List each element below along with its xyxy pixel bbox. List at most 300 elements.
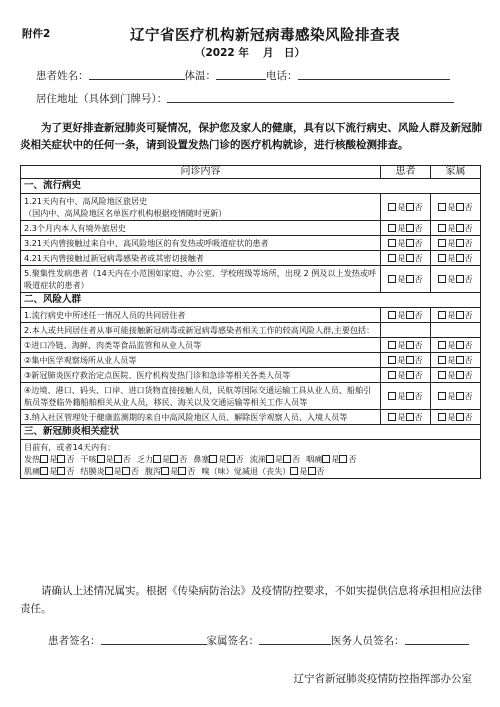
checkbox-label: 否 bbox=[464, 253, 473, 263]
yes-option[interactable] bbox=[388, 238, 405, 248]
family-answer-cell bbox=[431, 410, 481, 425]
address-field[interactable] bbox=[167, 91, 454, 103]
phone-field[interactable] bbox=[298, 68, 450, 80]
checkbox-label: 是 bbox=[218, 454, 227, 464]
checkbox[interactable] bbox=[388, 356, 396, 364]
family-answer-cell bbox=[431, 251, 481, 266]
family-answer-cell bbox=[431, 308, 481, 323]
checkbox[interactable] bbox=[456, 392, 464, 400]
no-option[interactable] bbox=[406, 391, 423, 401]
staff-signature-label: 医务人员签名： bbox=[331, 635, 405, 647]
checkbox-label: 是 bbox=[105, 454, 114, 464]
checkbox-label: 否 bbox=[316, 466, 325, 476]
checkbox-label: 否 bbox=[187, 466, 196, 476]
checkbox[interactable] bbox=[105, 467, 113, 475]
question-cell bbox=[21, 236, 381, 251]
symptom-name: 流涕 bbox=[249, 454, 266, 464]
table-row bbox=[21, 323, 481, 338]
symptom-option bbox=[24, 453, 74, 465]
question-text: 5.聚集性发病患者（14天内在小范围如家庭、办公室、学校班级等场所，出现 2 例及以上发热或呼吸道症状的患者） bbox=[24, 268, 377, 290]
table-row bbox=[21, 353, 481, 368]
no-option[interactable] bbox=[339, 454, 356, 464]
patient-answer-cell bbox=[381, 308, 431, 323]
checkbox-label: 否 bbox=[464, 202, 473, 212]
patient-answer-cell bbox=[381, 383, 431, 410]
checkbox-label: 是 bbox=[397, 355, 406, 365]
symptom-name: 干咳 bbox=[80, 454, 97, 464]
checkbox[interactable] bbox=[388, 371, 396, 379]
checkbox-label: 否 bbox=[464, 340, 473, 350]
checkbox-label: 否 bbox=[414, 253, 423, 263]
yes-option[interactable] bbox=[388, 310, 405, 320]
checkbox[interactable] bbox=[406, 341, 414, 349]
no-option[interactable] bbox=[406, 238, 423, 248]
checkbox-label: 是 bbox=[162, 454, 171, 464]
family-answer-cell bbox=[431, 368, 481, 383]
checkbox-label: 否 bbox=[464, 412, 473, 422]
symptom-option bbox=[137, 453, 187, 465]
yes-option[interactable] bbox=[438, 391, 455, 401]
yes-option[interactable] bbox=[438, 202, 455, 212]
checkbox[interactable] bbox=[406, 371, 414, 379]
checkbox[interactable] bbox=[456, 311, 464, 319]
checkbox-label: 否 bbox=[66, 466, 75, 476]
no-option[interactable] bbox=[456, 274, 473, 284]
yes-option[interactable] bbox=[438, 370, 455, 380]
checkbox[interactable] bbox=[456, 413, 464, 421]
symptom-option bbox=[250, 453, 300, 465]
yes-option[interactable] bbox=[438, 310, 455, 320]
family-answer-cell bbox=[431, 194, 481, 221]
symptom-option bbox=[145, 465, 195, 477]
patient-answer-cell bbox=[381, 221, 431, 236]
no-option[interactable] bbox=[283, 454, 300, 464]
patient-name-label: 患者姓名： bbox=[36, 70, 89, 82]
no-option[interactable] bbox=[406, 274, 423, 284]
checkbox[interactable] bbox=[406, 224, 414, 232]
symptom-name: 发热 bbox=[24, 454, 41, 464]
checkbox-label: 否 bbox=[235, 454, 244, 464]
no-option[interactable] bbox=[406, 310, 423, 320]
symptom-name: 结膜炎 bbox=[80, 466, 105, 476]
table-header-row bbox=[21, 166, 481, 179]
table-row bbox=[21, 308, 481, 323]
question-note: （国内中、高风险地区名单医疗机构根据疫情随时更新） bbox=[24, 208, 227, 218]
no-option[interactable] bbox=[406, 340, 423, 350]
checkbox[interactable] bbox=[266, 455, 274, 463]
yes-option[interactable] bbox=[322, 454, 339, 464]
patient-answer-cell bbox=[381, 194, 431, 221]
checkbox-label: 是 bbox=[397, 274, 406, 284]
symptom-name: 嗅（味）觉减退（丧失） bbox=[201, 466, 291, 476]
no-option[interactable] bbox=[308, 466, 325, 476]
checkbox[interactable] bbox=[57, 455, 65, 463]
checkbox-label: 否 bbox=[464, 355, 473, 365]
no-option[interactable] bbox=[406, 355, 423, 365]
checkbox-label: 否 bbox=[414, 223, 423, 233]
checkbox[interactable] bbox=[406, 311, 414, 319]
symptom-intro: 目前有，或者14天内有： bbox=[24, 442, 116, 452]
symptom-name: 咽痛 bbox=[306, 454, 323, 464]
family-signature-label: 家属签名： bbox=[206, 635, 259, 647]
checkbox[interactable] bbox=[388, 341, 396, 349]
checkbox[interactable] bbox=[388, 311, 396, 319]
yes-option[interactable] bbox=[209, 454, 226, 464]
history-items bbox=[21, 194, 481, 293]
yes-option[interactable] bbox=[161, 466, 178, 476]
checkbox[interactable] bbox=[114, 455, 122, 463]
checkbox-label: 是 bbox=[447, 274, 456, 284]
patient-answer-cell bbox=[381, 410, 431, 425]
checkbox-label: 否 bbox=[414, 310, 423, 320]
form-date: （2022 年 月 日） bbox=[194, 47, 306, 59]
no-option[interactable] bbox=[406, 202, 423, 212]
checkbox[interactable] bbox=[40, 467, 48, 475]
yes-option[interactable] bbox=[438, 238, 455, 248]
checkbox[interactable] bbox=[406, 392, 414, 400]
checkbox[interactable] bbox=[438, 275, 446, 283]
no-option[interactable] bbox=[227, 454, 244, 464]
section-row bbox=[21, 293, 481, 308]
yes-option[interactable] bbox=[388, 223, 405, 233]
checkbox[interactable] bbox=[170, 455, 178, 463]
no-option[interactable] bbox=[456, 238, 473, 248]
table-row bbox=[21, 410, 481, 425]
yes-option[interactable] bbox=[438, 253, 455, 263]
checkbox-label: 否 bbox=[414, 202, 423, 212]
section-title-history: 一、流行病史 bbox=[21, 179, 481, 194]
question-cell bbox=[21, 323, 381, 338]
checkbox-label: 是 bbox=[447, 238, 456, 248]
checkbox-label: 是 bbox=[447, 202, 456, 212]
patient-answer-cell bbox=[381, 251, 431, 266]
checkbox[interactable] bbox=[388, 392, 396, 400]
checkbox[interactable] bbox=[283, 455, 291, 463]
patient-answer-cell bbox=[381, 236, 431, 251]
symptom-name: 腹泻 bbox=[144, 466, 162, 476]
family-answer-cell bbox=[431, 338, 481, 353]
question-text: 3.纳入社区管理处于健康监测期的来自中高风险地区人员、解除医学观察人员、入境人员等 bbox=[24, 412, 348, 422]
question-text: 2.本人或共同居住者从事可能接触新冠病毒或新冠病毒感染者相关工作的较高风险人群,主要包括： bbox=[24, 325, 375, 335]
symptom-option bbox=[201, 465, 324, 477]
checkbox[interactable] bbox=[406, 254, 414, 262]
checkbox-label: 是 bbox=[113, 466, 122, 476]
checkbox-label: 否 bbox=[66, 454, 75, 464]
no-option[interactable] bbox=[456, 355, 473, 365]
checkbox[interactable] bbox=[153, 455, 161, 463]
question-cell bbox=[21, 383, 381, 410]
checkbox[interactable] bbox=[438, 224, 446, 232]
confirmation-statement: 请确认上述情况属实。根据《传染病防治法》及疫情防控要求，不如实提供信息将承担相应法律责任。 bbox=[20, 585, 482, 615]
checkbox[interactable] bbox=[438, 341, 446, 349]
section-row bbox=[21, 425, 481, 440]
issuing-office: 辽宁省新冠肺炎疫情防控指挥部办公室 bbox=[293, 673, 472, 685]
checkbox[interactable] bbox=[388, 275, 396, 283]
family-answer-cell bbox=[431, 221, 481, 236]
patient-signature-field[interactable] bbox=[101, 633, 207, 645]
checkbox[interactable] bbox=[339, 455, 347, 463]
question-text: ④边境、港口、码头、口岸、进口货物直接接触人员，民航等国际交通运输工具从业人员、船舶引航员等登临外籍船舶相关从业人员，移民、海关以及交通运输等相关工作人员等 bbox=[24, 385, 372, 407]
table-row bbox=[21, 236, 481, 251]
yes-option[interactable] bbox=[40, 454, 57, 464]
yes-option[interactable] bbox=[438, 223, 455, 233]
checkbox-label: 否 bbox=[464, 370, 473, 380]
table-row bbox=[21, 383, 481, 410]
checkbox-label: 是 bbox=[447, 412, 456, 422]
checkbox-label: 是 bbox=[299, 466, 308, 476]
question-text: 2.3个月内本人有境外旅居史 bbox=[24, 223, 126, 233]
checkbox[interactable] bbox=[438, 311, 446, 319]
symptom-option bbox=[80, 465, 139, 477]
no-option[interactable] bbox=[456, 370, 473, 380]
yes-option[interactable] bbox=[438, 274, 455, 284]
table-row bbox=[21, 221, 481, 236]
checkbox[interactable] bbox=[438, 356, 446, 364]
question-text: 1.流行病史中所述任一情况人员的共同居住者 bbox=[24, 310, 186, 320]
question-cell bbox=[21, 338, 381, 353]
symptom-option bbox=[80, 453, 130, 465]
symptom-line-2 bbox=[24, 465, 477, 477]
question-text: 4.21天内曾接触过新冠病毒感染者或其密切接触者 bbox=[24, 253, 204, 263]
checkbox[interactable] bbox=[406, 356, 414, 364]
patient-answer-cell bbox=[381, 353, 431, 368]
checkbox-label: 是 bbox=[447, 310, 456, 320]
no-option[interactable] bbox=[456, 253, 473, 263]
no-option[interactable] bbox=[456, 202, 473, 212]
checkbox[interactable] bbox=[456, 203, 464, 211]
yes-option[interactable] bbox=[290, 466, 307, 476]
checkbox-label: 是 bbox=[397, 370, 406, 380]
yes-option[interactable] bbox=[266, 454, 283, 464]
checkbox[interactable] bbox=[438, 371, 446, 379]
checkbox[interactable] bbox=[122, 467, 130, 475]
checkbox[interactable] bbox=[57, 467, 65, 475]
no-option[interactable] bbox=[406, 223, 423, 233]
patient-answer-cell bbox=[381, 338, 431, 353]
signature-row bbox=[48, 633, 469, 648]
checkbox[interactable] bbox=[388, 224, 396, 232]
no-option[interactable] bbox=[122, 466, 139, 476]
address-row bbox=[36, 91, 454, 106]
checkbox-label: 否 bbox=[414, 340, 423, 350]
question-cell bbox=[21, 353, 381, 368]
checkbox-label: 否 bbox=[414, 412, 423, 422]
patient-answer-cell bbox=[381, 368, 431, 383]
checkbox-label: 否 bbox=[414, 370, 423, 380]
checkbox[interactable] bbox=[456, 224, 464, 232]
no-option[interactable] bbox=[456, 223, 473, 233]
checkbox-label: 是 bbox=[447, 391, 456, 401]
symptoms-row bbox=[21, 440, 481, 479]
checkbox[interactable] bbox=[406, 413, 414, 421]
temperature-field[interactable] bbox=[216, 68, 266, 80]
attachment-label: 附件2 bbox=[22, 28, 51, 40]
checkbox-label: 是 bbox=[397, 412, 406, 422]
checkbox-label: 否 bbox=[348, 454, 357, 464]
checkbox[interactable] bbox=[40, 455, 48, 463]
no-option[interactable] bbox=[456, 412, 473, 422]
table-row bbox=[21, 251, 481, 266]
family-signature-field[interactable] bbox=[259, 633, 331, 645]
yes-option[interactable] bbox=[388, 340, 405, 350]
patient-answer-cell bbox=[381, 323, 431, 338]
question-text: ①进口冷链、海鲜、肉类等食品监管和从业人员等 bbox=[24, 340, 202, 350]
checkbox-label: 否 bbox=[179, 454, 188, 464]
question-cell bbox=[21, 251, 381, 266]
no-option[interactable] bbox=[406, 412, 423, 422]
checkbox[interactable] bbox=[227, 455, 235, 463]
question-cell bbox=[21, 308, 381, 323]
checkbox-label: 是 bbox=[397, 340, 406, 350]
question-text: ②集中医学观察场所从业人员等 bbox=[24, 355, 137, 365]
section-row bbox=[21, 179, 481, 194]
checkbox[interactable] bbox=[322, 455, 330, 463]
yes-option[interactable] bbox=[388, 412, 405, 422]
checkbox[interactable] bbox=[438, 203, 446, 211]
no-option[interactable] bbox=[178, 466, 195, 476]
yes-option[interactable] bbox=[97, 454, 114, 464]
no-option[interactable] bbox=[456, 340, 473, 350]
form-title: 辽宁省医疗机构新冠病毒感染风险排查表 bbox=[130, 28, 400, 44]
yes-option[interactable] bbox=[388, 274, 405, 284]
checkbox-label: 否 bbox=[464, 238, 473, 248]
checkbox[interactable] bbox=[456, 254, 464, 262]
checkbox[interactable] bbox=[406, 275, 414, 283]
checkbox-label: 否 bbox=[464, 391, 473, 401]
checkbox[interactable] bbox=[209, 455, 217, 463]
section-title-risk: 二、风险人群 bbox=[21, 293, 481, 308]
no-option[interactable] bbox=[456, 310, 473, 320]
symptom-line-1 bbox=[24, 453, 477, 465]
address-label: 居住地址（具体到门牌号）： bbox=[36, 93, 168, 105]
symptoms-cell bbox=[21, 440, 481, 479]
checkbox-label: 是 bbox=[397, 202, 406, 212]
family-answer-cell bbox=[431, 323, 481, 338]
checkbox-label: 是 bbox=[397, 223, 406, 233]
section-title-symptoms: 三、新冠肺炎相关症状 bbox=[21, 425, 481, 440]
checkbox[interactable] bbox=[438, 413, 446, 421]
checkbox-label: 否 bbox=[130, 466, 139, 476]
patient-name-field[interactable] bbox=[89, 68, 185, 80]
checkbox[interactable] bbox=[438, 392, 446, 400]
screening-table bbox=[20, 165, 481, 479]
checkbox-label: 否 bbox=[464, 310, 473, 320]
yes-option[interactable] bbox=[388, 355, 405, 365]
staff-signature-field[interactable] bbox=[405, 633, 469, 645]
checkbox-label: 是 bbox=[331, 454, 340, 464]
checkbox[interactable] bbox=[388, 413, 396, 421]
question-cell bbox=[21, 410, 381, 425]
checkbox[interactable] bbox=[161, 467, 169, 475]
no-option[interactable] bbox=[456, 391, 473, 401]
checkbox[interactable] bbox=[456, 341, 464, 349]
header-family: 家属 bbox=[431, 166, 481, 179]
symptom-name: 乏力 bbox=[136, 454, 154, 464]
checkbox-label: 是 bbox=[447, 370, 456, 380]
checkbox-label: 否 bbox=[464, 223, 473, 233]
table-row bbox=[21, 338, 481, 353]
yes-option[interactable] bbox=[388, 253, 405, 263]
checkbox[interactable] bbox=[388, 239, 396, 247]
checkbox[interactable] bbox=[97, 455, 105, 463]
checkbox-label: 否 bbox=[292, 454, 301, 464]
symptom-option bbox=[306, 453, 356, 465]
checkbox[interactable] bbox=[456, 239, 464, 247]
question-cell bbox=[21, 194, 381, 221]
yes-option[interactable] bbox=[388, 202, 405, 212]
symptom-name: 肌痛 bbox=[24, 466, 41, 476]
yes-option[interactable] bbox=[105, 466, 122, 476]
risk-items bbox=[21, 308, 481, 425]
checkbox-label: 是 bbox=[170, 466, 179, 476]
checkbox-label: 是 bbox=[397, 238, 406, 248]
checkbox[interactable] bbox=[388, 203, 396, 211]
yes-option[interactable] bbox=[438, 412, 455, 422]
checkbox[interactable] bbox=[438, 254, 446, 262]
checkbox[interactable] bbox=[388, 254, 396, 262]
checkbox[interactable] bbox=[406, 203, 414, 211]
checkbox[interactable] bbox=[456, 356, 464, 364]
symptom-option bbox=[24, 465, 74, 477]
question-text: 1.21天内有中、高风险地区旅居史 bbox=[24, 196, 148, 206]
yes-option[interactable] bbox=[438, 355, 455, 365]
table-row bbox=[21, 368, 481, 383]
checkbox[interactable] bbox=[438, 239, 446, 247]
symptom-name: 鼻塞 bbox=[193, 454, 210, 464]
checkbox-label: 否 bbox=[122, 454, 131, 464]
checkbox[interactable] bbox=[456, 371, 464, 379]
table-row bbox=[21, 194, 481, 221]
no-option[interactable] bbox=[57, 454, 74, 464]
yes-option[interactable] bbox=[388, 391, 405, 401]
checkbox-label: 是 bbox=[447, 223, 456, 233]
question-cell bbox=[21, 221, 381, 236]
checkbox-label: 是 bbox=[447, 340, 456, 350]
yes-option[interactable] bbox=[40, 466, 57, 476]
question-text: ③新冠肺炎医疗救治定点医院、医疗机构发热门诊和急诊等相关各类人员等 bbox=[24, 370, 291, 380]
temperature-label: 体温： bbox=[184, 70, 216, 82]
checkbox-label: 是 bbox=[49, 454, 58, 464]
no-option[interactable] bbox=[170, 454, 187, 464]
no-option[interactable] bbox=[406, 253, 423, 263]
no-option[interactable] bbox=[406, 370, 423, 380]
symptom-option bbox=[193, 453, 243, 465]
yes-option[interactable] bbox=[153, 454, 170, 464]
checkbox-label: 否 bbox=[414, 238, 423, 248]
header-content: 问诊内容 bbox=[21, 166, 381, 179]
yes-option[interactable] bbox=[438, 340, 455, 350]
checkbox-label: 是 bbox=[397, 310, 406, 320]
family-answer-cell bbox=[431, 353, 481, 368]
checkbox-label: 是 bbox=[447, 355, 456, 365]
no-option[interactable] bbox=[57, 466, 74, 476]
family-answer-cell bbox=[431, 266, 481, 293]
checkbox[interactable] bbox=[456, 275, 464, 283]
no-option[interactable] bbox=[114, 454, 131, 464]
family-answer-cell bbox=[431, 236, 481, 251]
header-patient: 患者 bbox=[381, 166, 431, 179]
checkbox[interactable] bbox=[406, 239, 414, 247]
checkbox-label: 是 bbox=[49, 466, 58, 476]
phone-label: 电话： bbox=[266, 70, 298, 82]
question-text: 3.21天内曾接触过来自中、高风险地区的有发热或呼吸道症状的患者 bbox=[24, 238, 269, 248]
checkbox-label: 是 bbox=[397, 391, 406, 401]
checkbox[interactable] bbox=[308, 467, 316, 475]
question-cell bbox=[21, 368, 381, 383]
yes-option[interactable] bbox=[388, 370, 405, 380]
checkbox[interactable] bbox=[178, 467, 186, 475]
checkbox[interactable] bbox=[290, 467, 298, 475]
